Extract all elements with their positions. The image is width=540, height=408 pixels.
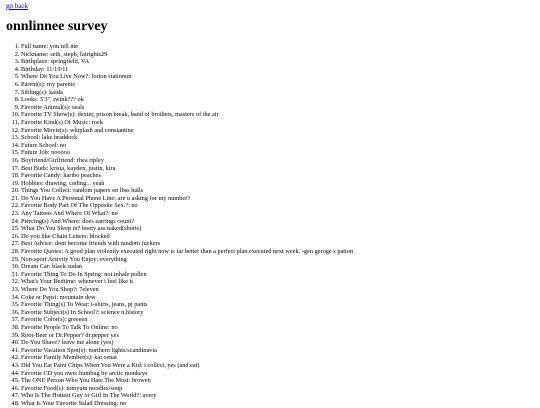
survey-item: 13. School: lake braddock [21,134,353,142]
survey-item: 42. Favorite Family Member(s): kai cenat [21,354,353,362]
survey-item: 1. Full name: you tell me [21,43,353,51]
go-back-link[interactable]: go back [6,2,28,10]
survey-item: 26. Do you like Chain Letters: blocked [21,233,353,241]
survey-item: 29. Non-sport Activity You Enjoy: everything [21,256,353,264]
survey-item: 16. Boyfriend/Girlfriend: rhea ripley [21,157,353,165]
survey-item: 19. Hobbies: drawing, coding... yeah [21,180,353,188]
survey-item: 38. Favorite People To Talk To Online: no [21,324,353,332]
survey-item: 6. Parent(s): my parents [21,81,353,89]
survey-item: 22. Favorite Body Part Of The Opposite Sex.?: no [21,202,353,210]
survey-item: 20. Things You Collect: random papers on lbss halls [21,187,353,195]
survey-item: 25. What Do You Sleep in? booty ass naked(shorts) [21,225,353,233]
survey-item: 43. Did You Eat Paint Chips When You Were a Kid: i collect, yes (and eat) [21,362,353,370]
survey-item: 28. Favorite Quotes: A good plan violently executed right now is far better than a perfect plan executed next week. -gen geroge s patton [21,248,353,256]
survey-item: 4. Birthday: 11/19/11 [21,66,353,74]
survey-item: 21. Do You Have A Personal Phone Line: are u asking for my number? [21,195,353,203]
survey-item: 34. Coke or Pepsi: mountain dew [21,294,353,302]
survey-item: 18. Favorite Candy: haribo peaches [21,172,353,180]
survey-item: 36. Favorite Subject(s) In School?: science n history [21,309,353,317]
survey-item: 14. Future School: no [21,142,353,150]
survey-item: 37. Favorite Color(s): greeeen [21,316,353,324]
survey-item: 32. What's Your Bedtime: whenever i feel like it [21,278,353,286]
survey-item: 46. Favorite Food(s): tomyum noodles/soup [21,385,353,393]
survey-item: 31. Favorite Thing To Do In Spring: not inhale pollen [21,271,353,279]
survey-item: 7. Sibling(s): kaida [21,89,353,97]
survey-item: 17. Best Buds: krista, kayden, justin, kira [21,165,353,173]
survey-item: 10. Favorite TV Show(s): dexter, prison break, band of brothers, masters of the air [21,111,353,119]
page-title: onnlinnee survey [6,19,108,34]
survey-item: 12. Favorite Movie(s): whiplash and constantine [21,127,353,135]
survey-item: 45. The ONE Person Who You Hate The Most: browen [21,377,353,385]
survey-item: 27. Best Advice: dont become friends with random fuckers [21,240,353,248]
survey-list [0,43,353,408]
survey-item: 3. Birthplace: springfield, VA [21,58,353,66]
survey-item: 48. What Is Your Favorite Salad Dressing: no [21,400,353,408]
survey-item: 11. Favorite Kind(s) Of Music: rock [21,119,353,127]
survey-item: 40. Do You Shave? leave me alone (yes) [21,339,353,347]
survey-item: 2. Nickname: seth, steph, fatrights29 [21,51,353,59]
survey-item: 24. Piercing(s) And Where: does earrings count? [21,218,353,226]
survey-item: 35. Favorite Thing(s) To Wear: t-shirts, jeans, pj pants [21,301,353,309]
survey-item: 23. Any Tattoos And Where Of What?: no [21,210,353,218]
survey-item: 30. Dream Car: black sudan [21,263,353,271]
survey-item: 33. Where Do You Shop?: 7eleven [21,286,353,294]
survey-item: 47. Who Is The Hottest Guy or Girl In The World?: avery [21,392,353,400]
survey-item: 5. Where Do You Live Now?: lorton stationun [21,73,353,81]
survey-item: 41. Favorite Vacation Spot(s): northern lights/scandinavia [21,347,353,355]
survey-item: 8. Looks: 5'3", twink??? ok [21,96,353,104]
survey-item: 9. Favorite Animal(s): seals [21,104,353,112]
survey-item: 15. Future Job: nooooo [21,149,353,157]
survey-item: 44. Favorite CD you own: humbug by arctic monkeys [21,370,353,378]
survey-item: 39. Root-Beer or Dr.Pepper? dr.pepper yes [21,332,353,340]
